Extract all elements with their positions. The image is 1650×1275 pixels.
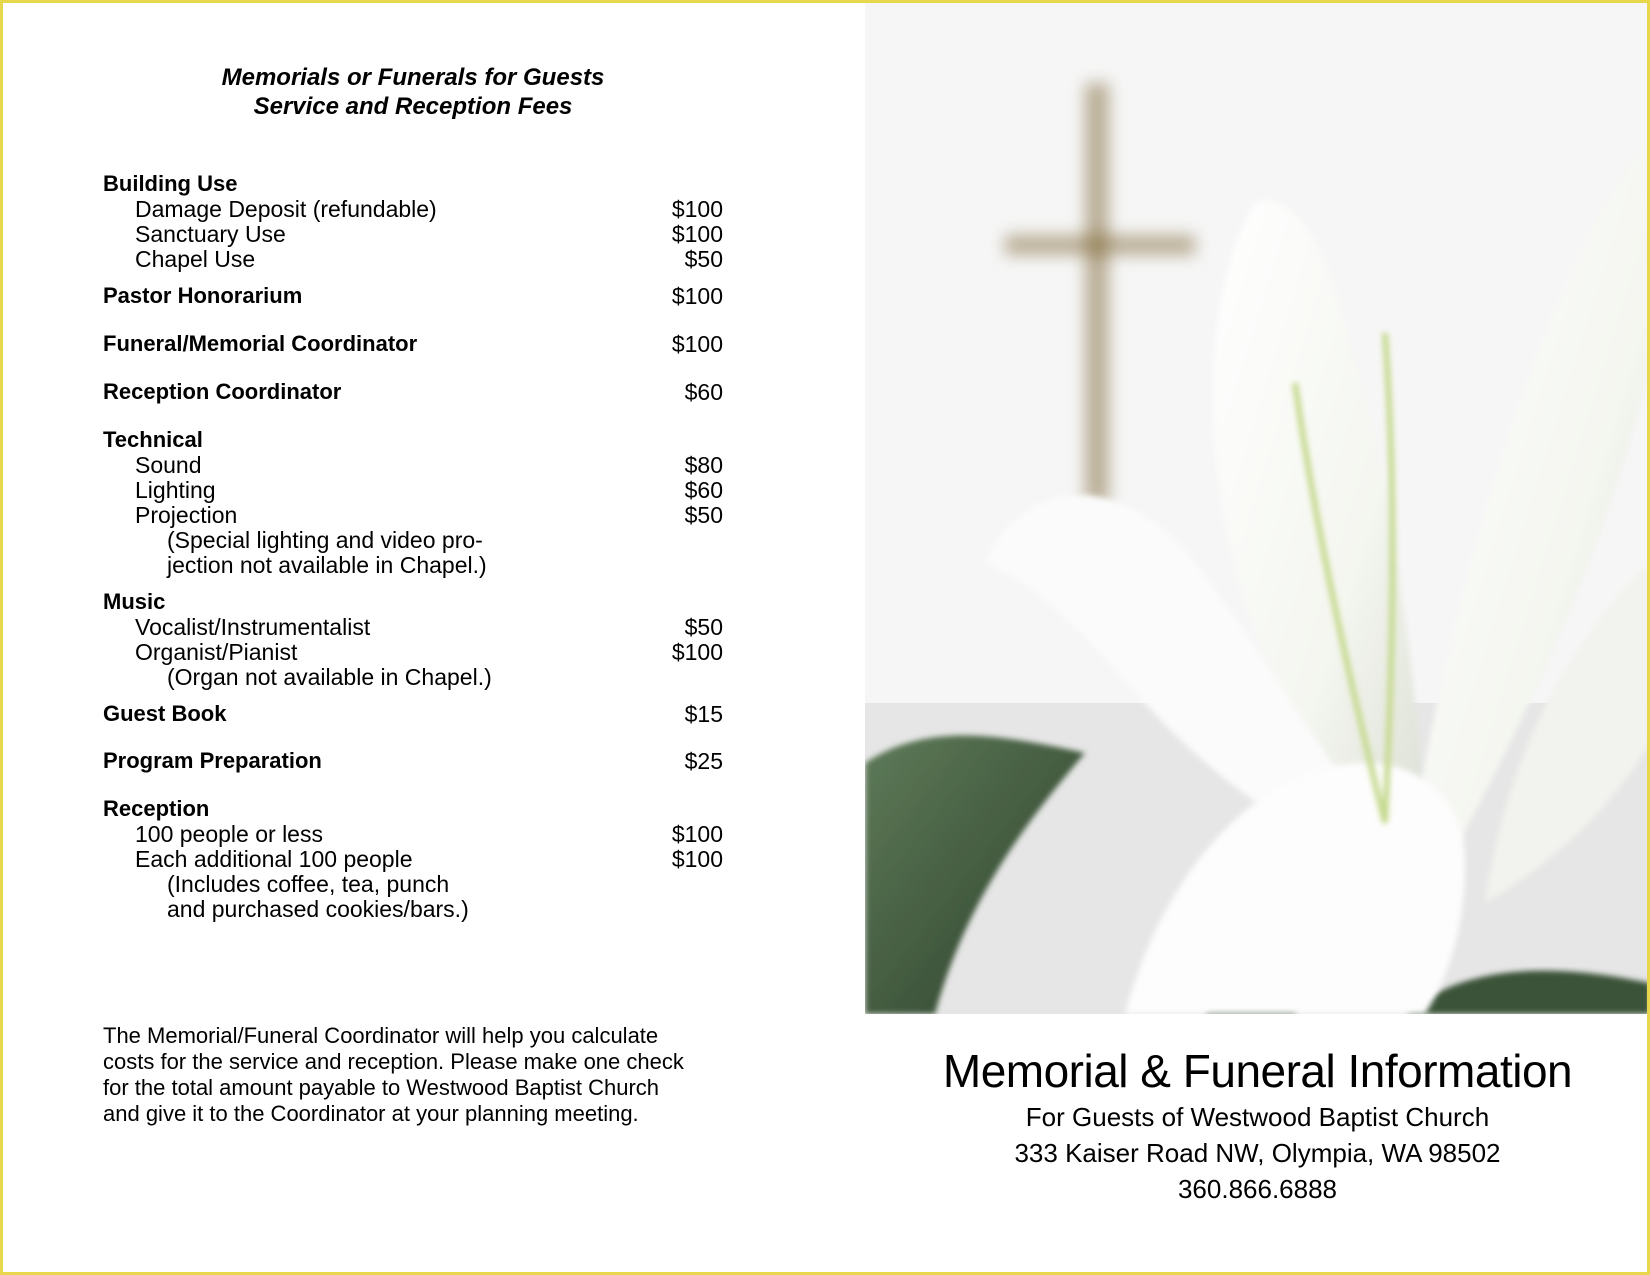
fee-amount: $100 — [671, 821, 723, 847]
fee-label: Damage Deposit (refundable) — [135, 196, 437, 222]
church-phone: 360.866.6888 — [1177, 1174, 1338, 1204]
fee-row — [103, 748, 723, 774]
fee-label: Pastor Honorarium — [103, 283, 303, 308]
fee-row — [103, 379, 723, 405]
paragraph-line: costs for the service and reception. Please make one check — [103, 1049, 684, 1074]
fee-row — [103, 246, 723, 272]
fee-row — [103, 477, 723, 503]
fee-label: Guest Book — [103, 701, 227, 726]
fee-row — [103, 452, 723, 478]
fee-label: Chapel Use — [135, 246, 256, 272]
fee-label: Music — [103, 589, 166, 614]
fee-label: and purchased cookies/bars.) — [167, 896, 469, 922]
church-address: 333 Kaiser Road NW, Olympia, WA 98502 — [1014, 1138, 1501, 1168]
fee-row — [103, 796, 723, 822]
fee-amount: $80 — [684, 452, 723, 478]
fee-label: Reception Coordinator — [103, 379, 342, 404]
fee-row — [103, 614, 723, 640]
fee-label: Projection — [135, 502, 238, 528]
lily-illustration — [865, 3, 1650, 1014]
fee-column — [103, 63, 723, 1126]
fee-row — [103, 552, 723, 578]
paragraph-line: and give it to the Coordinator at your planning meeting. — [103, 1101, 639, 1126]
fee-amount: $60 — [684, 477, 723, 503]
fee-label: (Includes coffee, tea, punch — [167, 871, 450, 897]
coordinator-paragraph — [103, 1023, 723, 1127]
fee-label: Lighting — [135, 477, 216, 503]
fee-row — [103, 821, 723, 847]
fee-label: (Special lighting and video pro- — [167, 527, 483, 553]
fee-row — [103, 846, 723, 872]
fee-amount: $15 — [684, 701, 723, 727]
fee-row — [103, 664, 723, 690]
brochure-caption — [865, 1043, 1650, 1207]
fee-title-line1: Memorials or Funerals for Guests — [221, 64, 605, 91]
fee-amount: $25 — [684, 748, 723, 774]
fee-title-line2: Service and Reception Fees — [253, 93, 573, 120]
fee-label: Sanctuary Use — [135, 221, 286, 247]
fee-label: Organist/Pianist — [135, 639, 298, 665]
fee-row — [103, 427, 723, 453]
fee-amount: $100 — [671, 846, 723, 872]
fee-label: Building Use — [103, 171, 238, 196]
fee-amount: $50 — [684, 246, 723, 272]
fee-label: Vocalist/Instrumentalist — [135, 614, 371, 640]
fee-label: Each additional 100 people — [135, 846, 413, 872]
brochure-title: Memorial & Funeral Information — [942, 1045, 1573, 1097]
fee-row — [103, 221, 723, 247]
fee-label: (Organ not available in Chapel.) — [167, 664, 492, 690]
fee-label: Funeral/Memorial Coordinator — [103, 331, 418, 356]
fee-amount: $100 — [671, 196, 723, 222]
fee-row — [103, 502, 723, 528]
fee-label: jection not available in Chapel.) — [167, 552, 487, 578]
church-name: For Guests of Westwood Baptist Church — [1025, 1102, 1490, 1132]
fee-amount: $100 — [671, 221, 723, 247]
fee-amount: $100 — [671, 283, 723, 309]
fee-row — [103, 331, 723, 357]
fee-amount: $50 — [684, 614, 723, 640]
fee-amount: $50 — [684, 502, 723, 528]
fee-label: Program Preparation — [103, 748, 322, 773]
paragraph-line: The Memorial/Funeral Coordinator will help you calculate — [103, 1023, 659, 1048]
fee-row — [103, 196, 723, 222]
fee-amount: $100 — [671, 639, 723, 665]
fee-row — [103, 283, 723, 309]
fee-row — [103, 171, 723, 197]
fee-amount: $60 — [684, 379, 723, 405]
lily-cross-photo — [865, 3, 1650, 1014]
fee-row — [103, 639, 723, 665]
fee-label: 100 people or less — [135, 821, 323, 847]
fee-row — [103, 896, 723, 922]
fee-label: Technical — [103, 427, 203, 452]
fee-amount: $100 — [671, 331, 723, 357]
paragraph-line: for the total amount payable to Westwood Baptist Church — [103, 1075, 660, 1100]
fee-label: Reception — [103, 796, 210, 821]
fee-row — [103, 701, 723, 727]
fee-row — [103, 589, 723, 615]
fee-label: Sound — [135, 452, 202, 478]
fee-row — [103, 871, 723, 897]
fee-title — [103, 63, 723, 121]
fee-row — [103, 527, 723, 553]
